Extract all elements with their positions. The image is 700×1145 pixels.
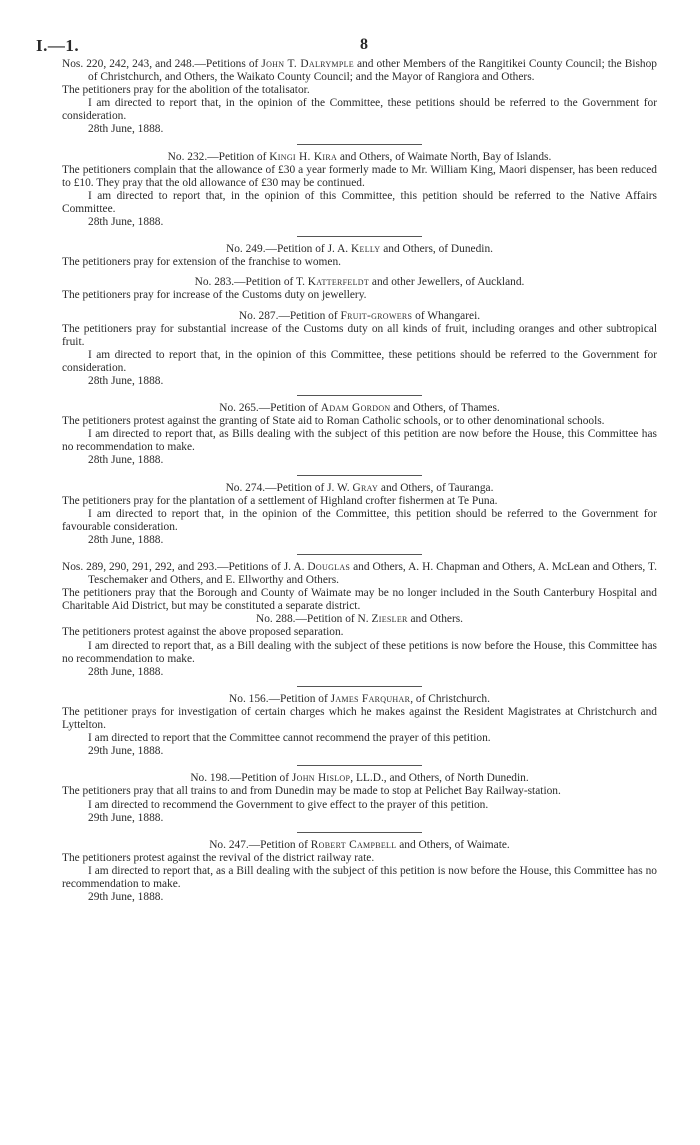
committee-report: I am directed to report that, as a Bill dealing with the subject of these petitions is now before the House, this Committee has no recommendation to make. (62, 639, 657, 665)
petition-heading: No. 247.—Petition of Robert Campbell and Others, of Waimate. (209, 838, 510, 851)
spacer (62, 269, 657, 276)
petition-section (62, 772, 657, 824)
petition-prayer: The petitioners protest against the above proposed separation. (62, 626, 344, 639)
petition-section (62, 561, 657, 613)
petition-prayer: The petitioner prays for investigation of certain charges which he makes against the Resident Magistrates at Christchurch and Lyttelton. (62, 705, 657, 732)
petition-prayer: The petitioners pray for extension of the franchise to women. (62, 256, 341, 269)
report-date: 29th June, 1888. (88, 811, 164, 824)
section-divider (297, 765, 422, 766)
petition-heading: No. 232.—Petition of Kingi H. Kira and Others, of Waimate North, Bay of Islands. (167, 150, 552, 163)
section-divider (297, 686, 422, 687)
committee-report: I am directed to report that the Committee cannot recommend the prayer of this petition. (88, 732, 491, 745)
report-date: 29th June, 1888. (88, 891, 164, 904)
petition-section (62, 243, 657, 269)
paper-reference: I.—1. (36, 36, 80, 55)
committee-report: I am directed to report that, in the opinion of this Committee, these petitions should be referred to the Government for consideration. (62, 348, 657, 374)
report-date: 28th June, 1888. (88, 533, 164, 546)
petition-heading: No. 287.—Petition of Fruit-growers of Whangarei. (238, 309, 481, 322)
page-header (36, 0, 657, 58)
committee-report: I am directed to recommend the Government to give effect to the prayer of this petition. (88, 798, 489, 811)
petition-section (62, 276, 657, 302)
petition-prayer: The petitioners pray for substantial increase of the Customs duty on all kinds of fruit, including oranges and other subtropical fruit. (62, 322, 657, 348)
petition-section (62, 402, 657, 467)
petition-heading: No. 249.—Petition of J. A. Kelly and Others, of Dunedin. (226, 243, 493, 256)
petition-heading: No. 156.—Petition of James Farquhar, of Christchurch. (229, 692, 490, 705)
petition-heading: No. 288.—Petition of N. Ziesler and Others. (255, 613, 464, 626)
section-divider (297, 832, 422, 833)
report-date: 28th June, 1888. (88, 374, 164, 387)
petition-section (62, 693, 657, 758)
petition-heading: No. 198.—Petition of John Hislop, LL.D., and Others, of North Dunedin. (190, 772, 529, 785)
petition-section (62, 58, 657, 137)
petition-prayer: The petitioners pray for the abolition of the totalisator. (62, 84, 310, 97)
report-date: 28th June, 1888. (88, 454, 164, 467)
petition-section (62, 482, 657, 547)
petition-prayer: The petitioners pray that all trains to and from Dunedin may be made to stop at Pelichet Bay Railway-station. (62, 785, 561, 798)
section-divider (297, 144, 422, 145)
committee-report: I am directed to report that, as Bills dealing with the subject of this petition are now before the House, this Committee has no recommendation to make. (62, 428, 657, 454)
petition-prayer: The petitioners pray for increase of the Customs duty on jewellery. (62, 289, 367, 302)
report-date: 28th June, 1888. (88, 665, 164, 678)
report-date: 28th June, 1888. (88, 123, 164, 136)
petition-prayer: The petitioners protest against the granting of State aid to Roman Catholic schools, or to other denominational schools. (62, 415, 605, 428)
section-divider (297, 395, 422, 396)
document-page (36, 0, 657, 904)
petition-prayer: The petitioners protest against the revival of the district railway rate. (62, 851, 375, 864)
committee-report: I am directed to report that, in the opinion of the Committee, these petitions should be referred to the Government for consideration. (62, 97, 657, 123)
committee-report: I am directed to report that, in the opinion of this Committee, this petition should be referred to the Native Affairs Committee. (62, 189, 657, 215)
page-number: 8 (360, 36, 368, 53)
petition-heading: No. 274.—Petition of J. W. Gray and Others, of Tauranga. (225, 481, 494, 494)
committee-report: I am directed to report that, in the opinion of the Committee, this petition should be referred to the Government for favourable consideration. (62, 507, 657, 533)
report-date: 28th June, 1888. (88, 216, 164, 229)
petition-heading: Nos. 289, 290, 291, 292, and 293.—Petitions of J. A. Douglas and Others, A. H. Chapman and Others, A. McLean and Others, T. Teschemaker and Others, and E. Ellworthy and Others. (62, 561, 657, 587)
petition-section (62, 151, 657, 230)
petition-section (62, 613, 657, 678)
spacer (62, 303, 657, 310)
petition-prayer: The petitioners pray for the plantation of a settlement of Highland crofter fishermen at Te Puna. (62, 494, 498, 507)
petition-heading: Nos. 220, 242, 243, and 248.—Petitions of John T. Dalrymple and other Members of the Rangitikei County Council; the Bishop of Christchurch, and Others, the Waikato County Council; and the Mayor of Rangiora and Others. (62, 58, 657, 84)
report-date: 29th June, 1888. (88, 745, 164, 758)
section-divider (297, 236, 422, 237)
section-divider (297, 554, 422, 555)
petition-heading: No. 283.—Petition of T. Katterfeldt and other Jewellers, of Auckland. (194, 276, 525, 289)
petition-section (62, 310, 657, 389)
section-divider (297, 475, 422, 476)
petition-prayer: The petitioners pray that the Borough and County of Waimate may be no longer included in the South Canterbury Hospital and Charitable Aid District, but may be constituted a separate district. (62, 587, 657, 613)
petition-prayer: The petitioners complain that the allowance of £30 a year formerly made to Mr. William King, Maori dispenser, has been reduced to £10. They pray that the old allowance of £30 may be continued. (62, 163, 657, 189)
committee-report: I am directed to report that, as a Bill dealing with the subject of this petition is now before the House, this Committee has no recommendation to make. (62, 864, 657, 890)
petition-section (62, 839, 657, 904)
petition-heading: No. 265.—Petition of Adam Gordon and Others, of Thames. (219, 402, 500, 415)
